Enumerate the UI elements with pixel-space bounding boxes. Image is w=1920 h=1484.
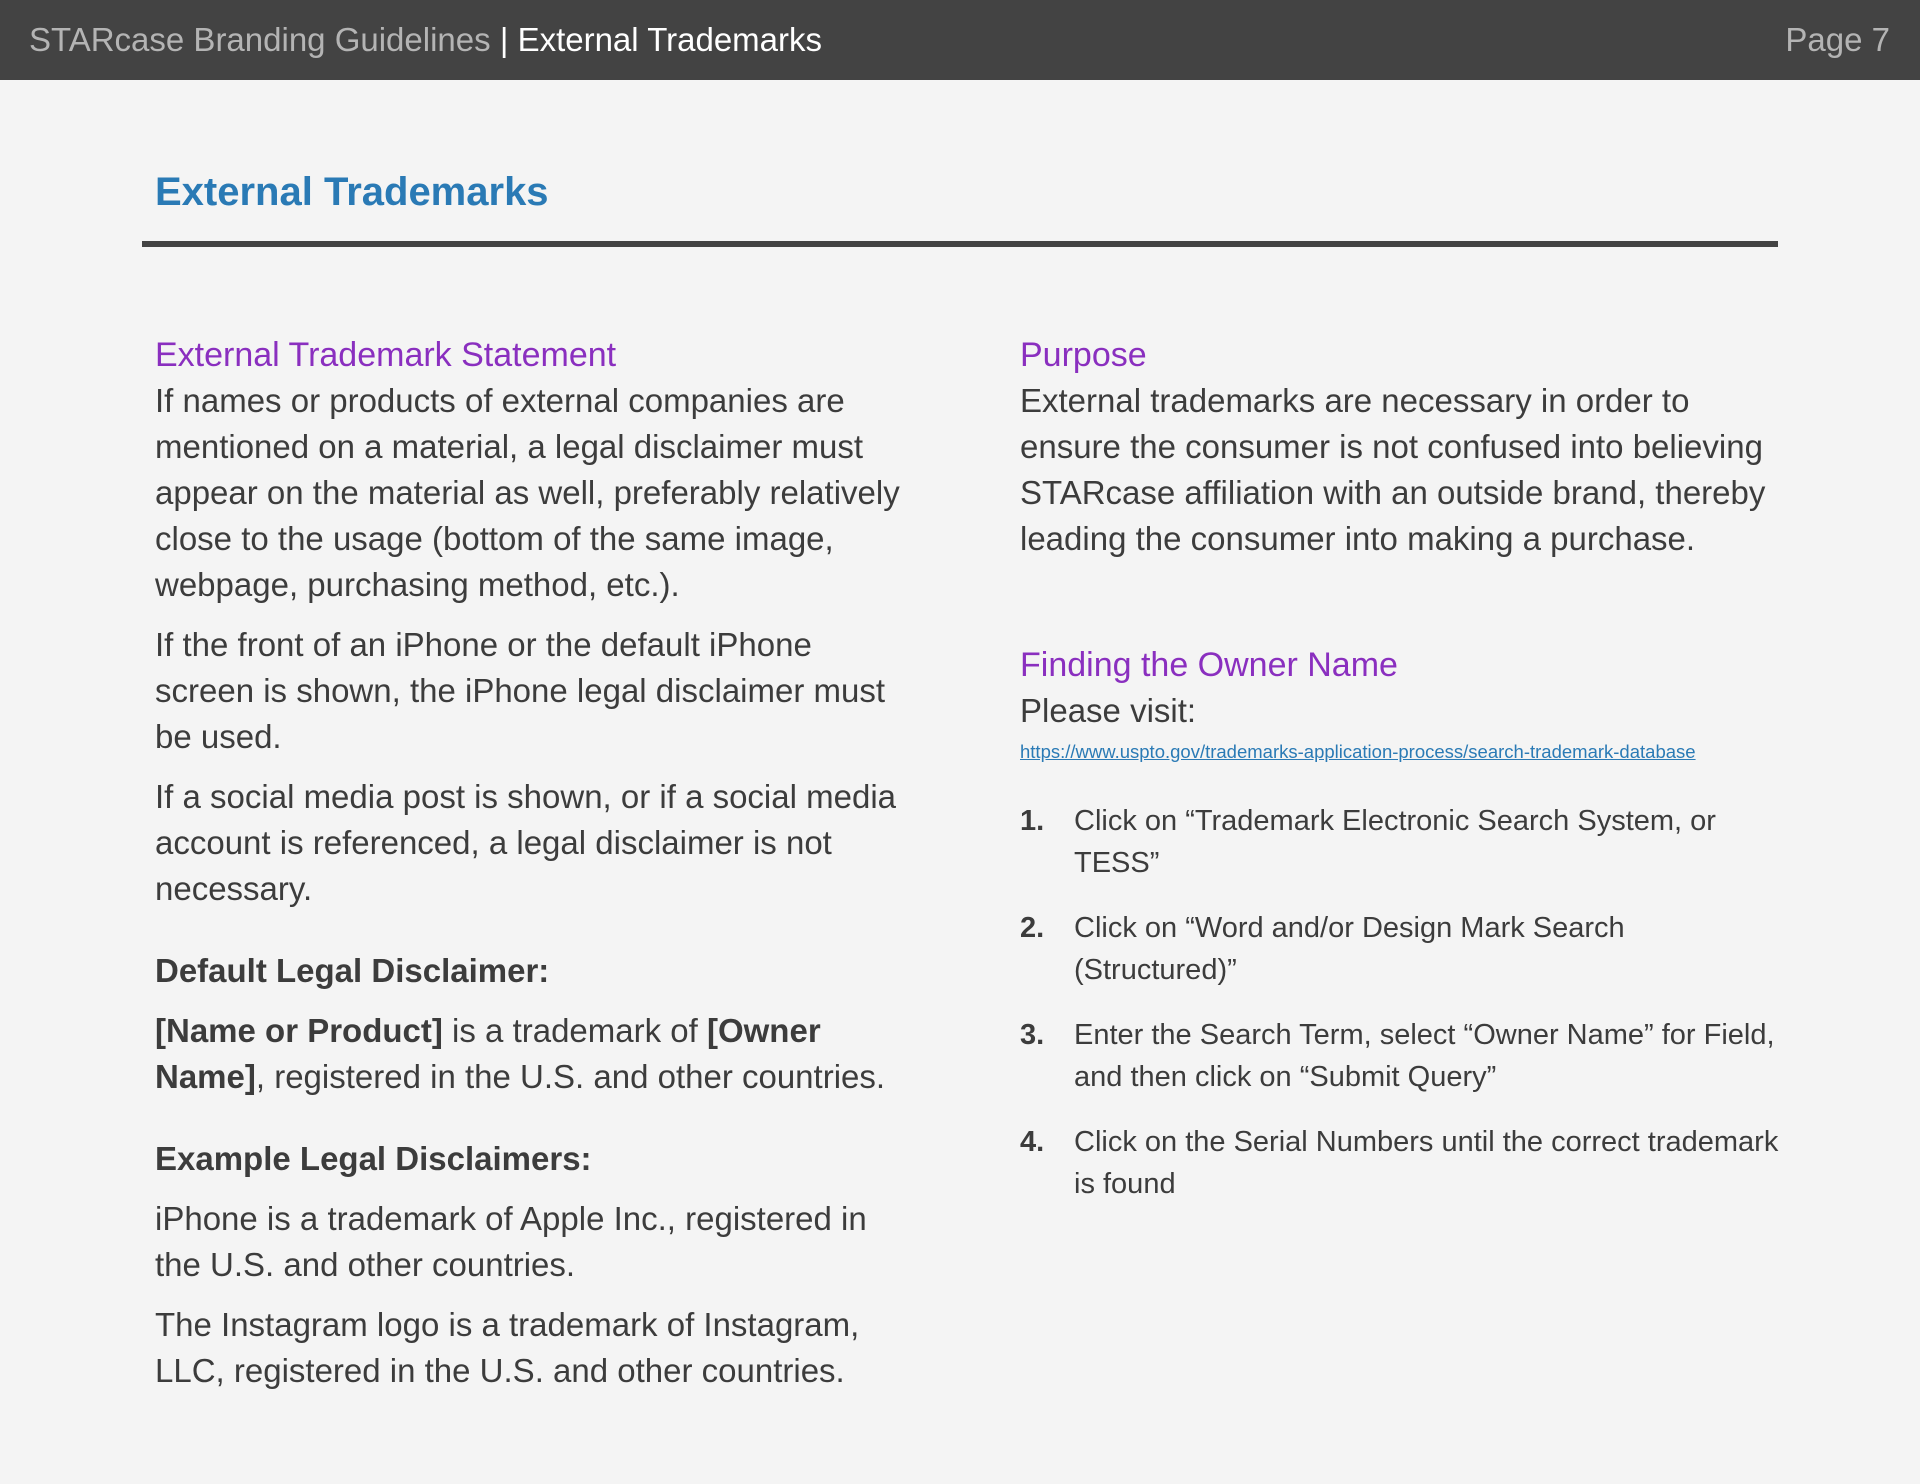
step-text: Enter the Search Term, select “Owner Name” for Field, and then click on “Submit Query” [1074,1019,1775,1093]
breadcrumb-separator: | [499,21,509,58]
list-item [1020,907,1790,991]
list-item [1020,1014,1790,1098]
example-disclaimers-label: Example Legal Disclaimers: [155,1140,592,1177]
list-item [1020,800,1790,884]
uspto-search-link[interactable]: https://www.uspto.gov/trademarks-application-process/search-trademark-database [1020,741,1696,762]
disclaimer-middle: is a trademark of [442,1012,707,1049]
doc-title: STARcase Branding Guidelines [29,21,491,58]
example-disclaimer-2: The Instagram logo is a trademark of Instagram, LLC, registered in the U.S. and other countries. [155,1306,860,1389]
disclaimer-end: , registered in the U.S. and other countries. [255,1058,886,1095]
step-text: Click on “Trademark Electronic Search System, or TESS” [1074,805,1716,879]
example-disclaimer-1: iPhone is a trademark of Apple Inc., registered in the U.S. and other countries. [155,1200,867,1283]
steps-list [1020,800,1790,1205]
list-item [1020,1121,1790,1205]
visit-text: Please visit: [1020,692,1197,729]
left-column [155,332,915,1394]
right-column [1020,332,1790,1228]
page-title: External Trademarks [155,170,549,214]
default-disclaimer-label: Default Legal Disclaimer: [155,952,550,989]
purpose-heading: Purpose [1020,336,1147,374]
step-number: 1. [1020,805,1045,837]
breadcrumb [29,21,822,59]
owner-name-placeholder: [Owner Name] [155,1012,821,1095]
section-title: External Trademarks [517,21,823,58]
statement-paragraph-1: If names or products of external companies are mentioned on a material, a legal disclaimer must appear on the material as well, preferably relatively close to the usage (bottom of the same image, webpage, purchasing method, etc.). [155,382,900,603]
default-disclaimer-text [155,1008,915,1100]
step-number: 3. [1020,1019,1045,1051]
statement-paragraph-2: If the front of an iPhone or the default iPhone screen is shown, the iPhone legal disclaimer must be used. [155,626,886,755]
top-bar [0,0,1920,80]
step-number: 4. [1020,1126,1045,1158]
statement-paragraph-3: If a social media post is shown, or if a social media account is referenced, a legal disclaimer is not necessary. [155,778,897,907]
step-number: 2. [1020,912,1045,944]
name-or-product-placeholder: [Name or Product] [155,1012,443,1049]
purpose-text: External trademarks are necessary in order to ensure the consumer is not confused into believing STARcase affiliation with an outside brand, thereby leading the consumer into making a purchase. [1020,382,1766,557]
heading-divider [142,241,1778,247]
statement-heading: External Trademark Statement [155,336,617,374]
owner-name-heading: Finding the Owner Name [1020,646,1398,684]
step-text: Click on the Serial Numbers until the correct trademark is found [1074,1126,1779,1200]
step-text: Click on “Word and/or Design Mark Search (Structured)” [1074,912,1625,986]
page-number: Page 7 [1785,21,1890,58]
